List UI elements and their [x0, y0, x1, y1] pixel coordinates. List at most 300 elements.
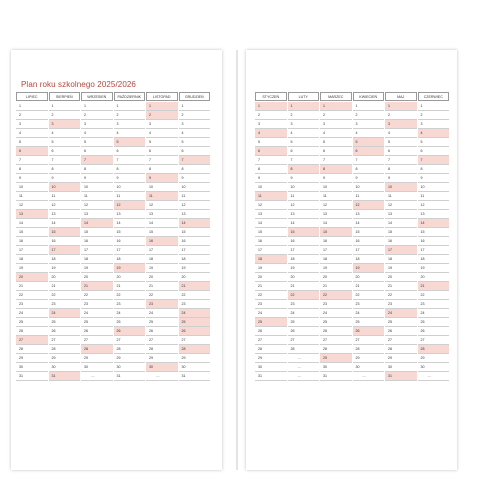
day-cell: 13 [114, 210, 146, 219]
day-cell: 10 [81, 183, 113, 192]
day-cell: 16 [320, 237, 352, 246]
day-cell: 15 [288, 228, 320, 237]
day-cell: 17 [353, 246, 385, 255]
day-cell: 5 [114, 138, 146, 147]
day-cell: 17 [81, 246, 113, 255]
day-cell: 22 [288, 291, 320, 300]
day-cell: 16 [385, 237, 417, 246]
day-cell: 20 [288, 273, 320, 282]
day-cell: 13 [418, 210, 450, 219]
month-header: SIERPIEŃ [49, 92, 81, 101]
day-cell: 24 [81, 309, 113, 318]
day-cell: 20 [16, 273, 48, 282]
day-cell: 27 [49, 336, 81, 345]
day-cell: 25 [179, 318, 211, 327]
day-cell: 20 [146, 273, 178, 282]
day-cell: 17 [255, 246, 287, 255]
day-cell: 27 [320, 336, 352, 345]
day-cell: 15 [81, 228, 113, 237]
day-cell: 15 [49, 228, 81, 237]
day-cell: 30 [255, 363, 287, 372]
day-cell: 17 [146, 246, 178, 255]
day-cell: 11 [288, 192, 320, 201]
day-cell: 7 [81, 156, 113, 165]
day-cell: 6 [353, 147, 385, 156]
day-cell: 10 [418, 183, 450, 192]
day-cell: 1 [16, 102, 48, 111]
day-cell: 5 [49, 138, 81, 147]
empty-day-cell: — [418, 372, 450, 381]
day-cell: 22 [49, 291, 81, 300]
day-cell: 23 [385, 300, 417, 309]
day-cell: 4 [353, 129, 385, 138]
day-cell: 18 [114, 255, 146, 264]
day-cell: 23 [288, 300, 320, 309]
day-cell: 28 [49, 345, 81, 354]
day-cell: 14 [385, 219, 417, 228]
day-cell: 7 [320, 156, 352, 165]
day-cell: 18 [16, 255, 48, 264]
day-cell: 4 [114, 129, 146, 138]
day-cell: 27 [288, 336, 320, 345]
day-cell: 15 [146, 228, 178, 237]
day-cell: 26 [320, 327, 352, 336]
day-cell: 28 [81, 345, 113, 354]
day-cell: 9 [114, 174, 146, 183]
day-cell: 12 [418, 201, 450, 210]
day-cell: 16 [49, 237, 81, 246]
day-cell: 25 [16, 318, 48, 327]
day-cell: 11 [49, 192, 81, 201]
day-cell: 11 [81, 192, 113, 201]
day-cell: 17 [114, 246, 146, 255]
day-cell: 13 [16, 210, 48, 219]
day-cell: 9 [146, 174, 178, 183]
day-cell: 3 [288, 120, 320, 129]
day-cell: 30 [353, 363, 385, 372]
day-cell: 25 [418, 318, 450, 327]
day-cell: 20 [353, 273, 385, 282]
day-cell: 23 [114, 300, 146, 309]
day-cell: 2 [81, 111, 113, 120]
day-cell: 12 [353, 201, 385, 210]
day-cell: 19 [353, 264, 385, 273]
day-cell: 6 [179, 147, 211, 156]
day-cell: 7 [288, 156, 320, 165]
day-cell: 29 [255, 354, 287, 363]
day-cell: 14 [81, 219, 113, 228]
day-cell: 31 [114, 372, 146, 381]
day-cell: 27 [418, 336, 450, 345]
day-cell: 8 [288, 165, 320, 174]
day-cell: 29 [146, 354, 178, 363]
day-cell: 20 [255, 273, 287, 282]
day-cell: 24 [418, 309, 450, 318]
day-cell: 25 [255, 318, 287, 327]
day-cell: 17 [320, 246, 352, 255]
day-cell: 31 [385, 372, 417, 381]
day-cell: 30 [49, 363, 81, 372]
day-cell: 5 [255, 138, 287, 147]
month-header: WRZESIEŃ [81, 92, 113, 101]
day-cell: 14 [16, 219, 48, 228]
day-cell: 4 [146, 129, 178, 138]
day-cell: 7 [114, 156, 146, 165]
day-cell: 28 [385, 345, 417, 354]
day-cell: 9 [16, 174, 48, 183]
day-cell: 9 [179, 174, 211, 183]
day-cell: 20 [81, 273, 113, 282]
day-cell: 24 [114, 309, 146, 318]
day-cell: 22 [320, 291, 352, 300]
day-cell: 13 [49, 210, 81, 219]
day-cell: 11 [418, 192, 450, 201]
day-cell: 10 [320, 183, 352, 192]
page-title: Plan roku szkolnego 2025/2026 [21, 80, 136, 89]
day-cell: 24 [49, 309, 81, 318]
day-cell: 3 [353, 120, 385, 129]
day-cell: 11 [320, 192, 352, 201]
empty-day-cell: — [288, 363, 320, 372]
day-cell: 5 [81, 138, 113, 147]
day-cell: 4 [255, 129, 287, 138]
day-cell: 11 [179, 192, 211, 201]
day-cell: 13 [353, 210, 385, 219]
day-cell: 26 [385, 327, 417, 336]
day-cell: 2 [114, 111, 146, 120]
day-cell: 5 [16, 138, 48, 147]
day-cell: 12 [385, 201, 417, 210]
day-cell: 6 [288, 147, 320, 156]
day-cell: 12 [179, 201, 211, 210]
day-cell: 22 [353, 291, 385, 300]
day-cell: 10 [385, 183, 417, 192]
day-cell: 29 [320, 354, 352, 363]
day-cell: 13 [179, 210, 211, 219]
day-cell: 23 [81, 300, 113, 309]
day-cell: 25 [114, 318, 146, 327]
day-cell: 21 [49, 282, 81, 291]
day-cell: 19 [81, 264, 113, 273]
day-cell: 29 [81, 354, 113, 363]
day-cell: 5 [385, 138, 417, 147]
day-cell: 10 [114, 183, 146, 192]
day-cell: 15 [114, 228, 146, 237]
day-cell: 19 [114, 264, 146, 273]
day-cell: 15 [418, 228, 450, 237]
day-cell: 22 [385, 291, 417, 300]
day-cell: 17 [16, 246, 48, 255]
day-cell: 24 [288, 309, 320, 318]
day-cell: 14 [320, 219, 352, 228]
day-cell: 9 [49, 174, 81, 183]
day-cell: 26 [49, 327, 81, 336]
day-cell: 18 [385, 255, 417, 264]
month-header: LISTOPAD [146, 92, 178, 101]
day-cell: 6 [114, 147, 146, 156]
day-cell: 21 [179, 282, 211, 291]
day-cell: 11 [16, 192, 48, 201]
day-cell: 21 [114, 282, 146, 291]
day-cell: 1 [255, 102, 287, 111]
day-cell: 31 [320, 372, 352, 381]
empty-day-cell: — [288, 354, 320, 363]
day-cell: 5 [179, 138, 211, 147]
day-cell: 2 [49, 111, 81, 120]
day-cell: 27 [255, 336, 287, 345]
day-cell: 16 [418, 237, 450, 246]
day-cell: 19 [179, 264, 211, 273]
day-cell: 8 [146, 165, 178, 174]
day-cell: 2 [320, 111, 352, 120]
day-cell: 5 [320, 138, 352, 147]
day-cell: 15 [320, 228, 352, 237]
day-cell: 29 [179, 354, 211, 363]
day-cell: 13 [255, 210, 287, 219]
day-cell: 16 [146, 237, 178, 246]
day-cell: 17 [179, 246, 211, 255]
day-cell: 12 [16, 201, 48, 210]
day-cell: 7 [385, 156, 417, 165]
day-cell: 27 [385, 336, 417, 345]
day-cell: 2 [418, 111, 450, 120]
day-cell: 25 [385, 318, 417, 327]
book-gutter [236, 50, 238, 470]
day-cell: 14 [353, 219, 385, 228]
day-cell: 26 [16, 327, 48, 336]
day-cell: 31 [179, 372, 211, 381]
day-cell: 14 [255, 219, 287, 228]
day-cell: 29 [418, 354, 450, 363]
day-cell: 4 [81, 129, 113, 138]
day-cell: 18 [418, 255, 450, 264]
day-cell: 12 [114, 201, 146, 210]
day-cell: 13 [288, 210, 320, 219]
day-cell: 11 [353, 192, 385, 201]
day-cell: 27 [81, 336, 113, 345]
day-cell: 20 [49, 273, 81, 282]
day-cell: 13 [385, 210, 417, 219]
day-cell: 6 [49, 147, 81, 156]
day-cell: 10 [179, 183, 211, 192]
day-cell: 12 [81, 201, 113, 210]
day-cell: 15 [385, 228, 417, 237]
day-cell: 31 [255, 372, 287, 381]
day-cell: 31 [49, 372, 81, 381]
day-cell: 21 [385, 282, 417, 291]
day-cell: 27 [114, 336, 146, 345]
month-header: CZERWIEC [418, 92, 450, 101]
day-cell: 7 [255, 156, 287, 165]
day-cell: 7 [418, 156, 450, 165]
day-cell: 4 [288, 129, 320, 138]
day-cell: 6 [418, 147, 450, 156]
day-cell: 20 [320, 273, 352, 282]
day-cell: 18 [179, 255, 211, 264]
day-cell: 4 [179, 129, 211, 138]
day-cell: 10 [146, 183, 178, 192]
day-cell: 28 [320, 345, 352, 354]
day-cell: 16 [114, 237, 146, 246]
day-cell: 1 [81, 102, 113, 111]
empty-day-cell: — [146, 372, 178, 381]
day-cell: 28 [114, 345, 146, 354]
day-cell: 26 [146, 327, 178, 336]
day-cell: 8 [114, 165, 146, 174]
day-cell: 6 [255, 147, 287, 156]
day-cell: 22 [81, 291, 113, 300]
day-cell: 23 [179, 300, 211, 309]
day-cell: 25 [81, 318, 113, 327]
day-cell: 17 [385, 246, 417, 255]
day-cell: 19 [288, 264, 320, 273]
day-cell: 1 [114, 102, 146, 111]
day-cell: 27 [353, 336, 385, 345]
day-cell: 14 [418, 219, 450, 228]
day-cell: 21 [353, 282, 385, 291]
day-cell: 3 [385, 120, 417, 129]
day-cell: 24 [255, 309, 287, 318]
day-cell: 25 [353, 318, 385, 327]
day-cell: 8 [49, 165, 81, 174]
day-cell: 7 [146, 156, 178, 165]
day-cell: 8 [353, 165, 385, 174]
day-cell: 3 [16, 120, 48, 129]
day-cell: 3 [81, 120, 113, 129]
day-cell: 8 [385, 165, 417, 174]
day-cell: 5 [288, 138, 320, 147]
day-cell: 18 [320, 255, 352, 264]
day-cell: 26 [288, 327, 320, 336]
day-cell: 12 [49, 201, 81, 210]
day-cell: 2 [353, 111, 385, 120]
day-cell: 25 [146, 318, 178, 327]
day-cell: 20 [114, 273, 146, 282]
day-cell: 25 [288, 318, 320, 327]
day-cell: 21 [418, 282, 450, 291]
day-cell: 3 [146, 120, 178, 129]
day-cell: 12 [320, 201, 352, 210]
day-cell: 13 [81, 210, 113, 219]
day-cell: 10 [353, 183, 385, 192]
month-header: MARZEC [320, 92, 352, 101]
day-cell: 21 [320, 282, 352, 291]
day-cell: 19 [16, 264, 48, 273]
day-cell: 5 [353, 138, 385, 147]
day-cell: 21 [81, 282, 113, 291]
day-cell: 19 [255, 264, 287, 273]
day-cell: 2 [288, 111, 320, 120]
day-cell: 8 [81, 165, 113, 174]
day-cell: 29 [16, 354, 48, 363]
day-cell: 15 [353, 228, 385, 237]
day-cell: 28 [418, 345, 450, 354]
day-cell: 29 [353, 354, 385, 363]
day-cell: 23 [320, 300, 352, 309]
day-cell: 11 [385, 192, 417, 201]
day-cell: 5 [418, 138, 450, 147]
day-cell: 19 [320, 264, 352, 273]
day-cell: 18 [49, 255, 81, 264]
day-cell: 28 [288, 345, 320, 354]
day-cell: 24 [385, 309, 417, 318]
day-cell: 14 [146, 219, 178, 228]
day-cell: 23 [418, 300, 450, 309]
day-cell: 17 [288, 246, 320, 255]
day-cell: 28 [179, 345, 211, 354]
day-cell: 3 [418, 120, 450, 129]
day-cell: 9 [418, 174, 450, 183]
day-cell: 30 [146, 363, 178, 372]
day-cell: 9 [255, 174, 287, 183]
day-cell: 27 [16, 336, 48, 345]
day-cell: 30 [114, 363, 146, 372]
day-cell: 12 [255, 201, 287, 210]
day-cell: 19 [385, 264, 417, 273]
day-cell: 14 [288, 219, 320, 228]
day-cell: 4 [320, 129, 352, 138]
month-header: KWIECIEŃ [353, 92, 385, 101]
day-cell: 6 [146, 147, 178, 156]
day-cell: 30 [81, 363, 113, 372]
day-cell: 12 [146, 201, 178, 210]
day-cell: 9 [81, 174, 113, 183]
empty-day-cell: — [288, 372, 320, 381]
day-cell: 3 [49, 120, 81, 129]
month-header: PAŹDZIERNIK [114, 92, 146, 101]
day-cell: 17 [418, 246, 450, 255]
day-cell: 14 [114, 219, 146, 228]
day-cell: 28 [16, 345, 48, 354]
day-cell: 28 [146, 345, 178, 354]
day-cell: 16 [179, 237, 211, 246]
day-cell: 6 [16, 147, 48, 156]
day-cell: 1 [320, 102, 352, 111]
day-cell: 28 [255, 345, 287, 354]
day-cell: 22 [179, 291, 211, 300]
day-cell: 7 [49, 156, 81, 165]
day-cell: 11 [114, 192, 146, 201]
month-header: GRUDZIEŃ [179, 92, 211, 101]
day-cell: 30 [16, 363, 48, 372]
day-cell: 9 [320, 174, 352, 183]
day-cell: 18 [255, 255, 287, 264]
day-cell: 8 [255, 165, 287, 174]
day-cell: 16 [255, 237, 287, 246]
month-header: STYCZEŃ [255, 92, 287, 101]
day-cell: 16 [81, 237, 113, 246]
month-header: LUTY [288, 92, 320, 101]
day-cell: 5 [146, 138, 178, 147]
day-cell: 18 [146, 255, 178, 264]
day-cell: 26 [81, 327, 113, 336]
day-cell: 10 [255, 183, 287, 192]
day-cell: 2 [146, 111, 178, 120]
day-cell: 9 [353, 174, 385, 183]
day-cell: 1 [288, 102, 320, 111]
day-cell: 24 [16, 309, 48, 318]
day-cell: 30 [179, 363, 211, 372]
day-cell: 24 [353, 309, 385, 318]
day-cell: 26 [114, 327, 146, 336]
day-cell: 1 [179, 102, 211, 111]
day-cell: 15 [255, 228, 287, 237]
day-cell: 4 [385, 129, 417, 138]
day-cell: 29 [49, 354, 81, 363]
day-cell: 23 [353, 300, 385, 309]
day-cell: 16 [353, 237, 385, 246]
day-cell: 26 [353, 327, 385, 336]
